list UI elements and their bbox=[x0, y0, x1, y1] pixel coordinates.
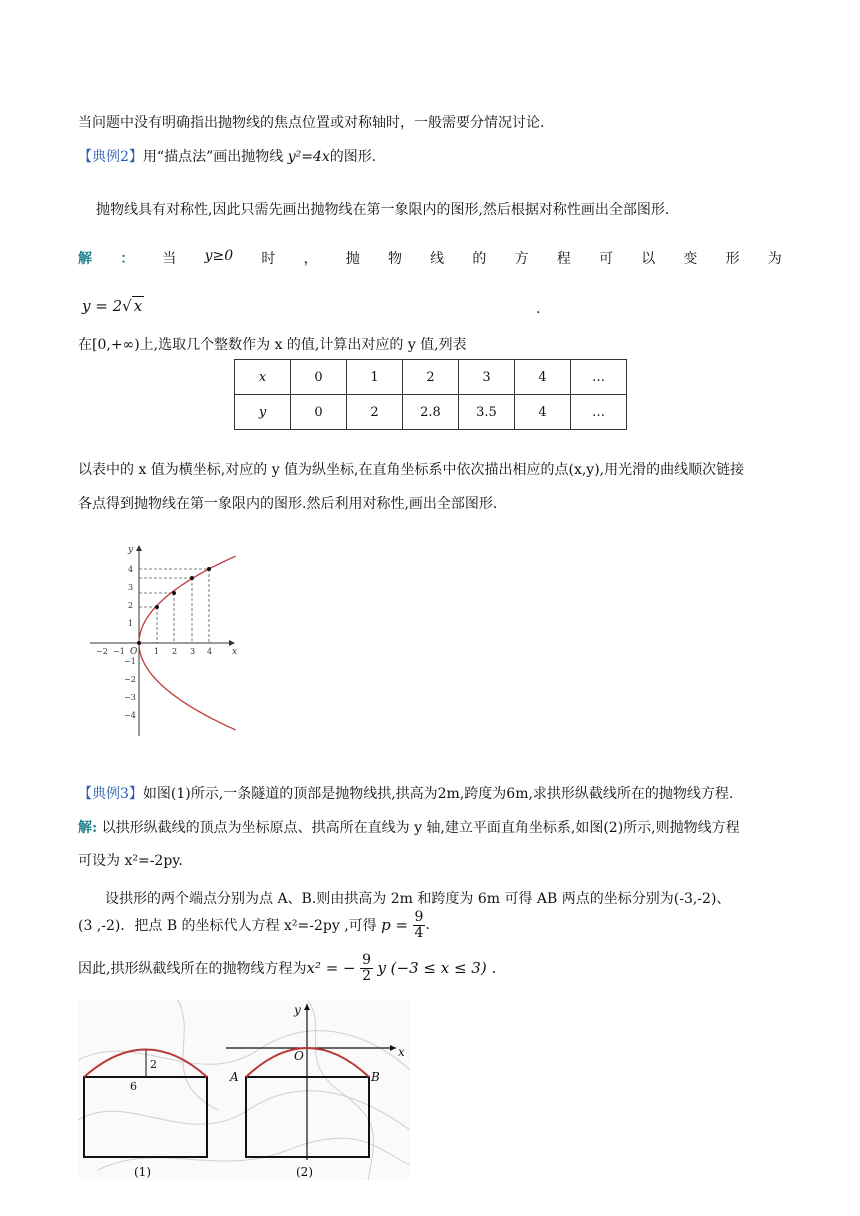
table-cell: 2 bbox=[347, 395, 403, 430]
table-intro: 在[0,+∞)上,选取几个整数作为 x 的值,计算出对应的 y 值,列表 bbox=[78, 337, 467, 353]
example-3-solution-4 bbox=[78, 910, 430, 940]
sol-word: 线 bbox=[430, 251, 445, 267]
period: . bbox=[425, 917, 430, 934]
fraction-num: 9 bbox=[362, 952, 371, 968]
parabola-graph bbox=[86, 540, 246, 740]
sol-word: 形 bbox=[725, 251, 740, 267]
fraction-den: 4 bbox=[414, 924, 424, 941]
sol-word: 为 bbox=[767, 251, 782, 267]
y-tick: 4 bbox=[128, 565, 134, 574]
fraction-9-4 bbox=[413, 910, 426, 940]
sol-word: 的 bbox=[472, 251, 487, 267]
example-2-solution-line bbox=[78, 248, 782, 268]
example-2-equation: y²=4x bbox=[287, 149, 330, 165]
sol-word: 抛 bbox=[345, 251, 360, 267]
example-3-solution-3: 设拱形的两个端点分别为点 A、B.则由拱高为 2m 和跨度为 6m 可得 AB 两点的坐标分别为(-3,-2)、 bbox=[105, 891, 731, 907]
point-a-label: A bbox=[230, 1070, 239, 1084]
example-2-hint: 抛物线具有对称性,因此只需先画出抛物线在第一象限内的图形,然后根据对称性画出全部图形. bbox=[96, 202, 670, 218]
sol-word: 以 bbox=[641, 251, 656, 267]
sol-word: 程 bbox=[556, 251, 571, 267]
formula-period: . bbox=[536, 301, 541, 317]
figure-label-2: (2) bbox=[296, 1165, 313, 1179]
table-cell: 2 bbox=[403, 360, 459, 395]
solution-label: 解: bbox=[78, 820, 98, 836]
x-tick: −1 bbox=[113, 647, 125, 656]
table-cell: 3 bbox=[459, 360, 515, 395]
sol-word: 可 bbox=[598, 251, 613, 267]
table-cell: … bbox=[571, 360, 627, 395]
plot-point bbox=[137, 641, 141, 645]
y-tick: 2 bbox=[128, 601, 134, 610]
sol-word: y≥0 bbox=[204, 248, 234, 264]
y-tick: −1 bbox=[124, 657, 136, 666]
example-2-tag: 【典例2】 bbox=[78, 149, 143, 165]
plot-point bbox=[155, 605, 159, 609]
fraction-den: 2 bbox=[362, 967, 371, 984]
y-tick: −4 bbox=[124, 711, 136, 720]
table-cell: 4 bbox=[515, 395, 571, 430]
example-3-prompt bbox=[78, 783, 733, 803]
span-label: 6 bbox=[130, 1080, 137, 1093]
table-row bbox=[235, 360, 627, 395]
figure-label-1: (1) bbox=[134, 1165, 151, 1179]
example-3-solution-1 bbox=[78, 817, 740, 837]
after-table-line-2: 各点得到抛物线在第一象限内的图形.然后利用对称性,画出全部图形. bbox=[78, 496, 498, 512]
solution-text: (3 ,-2)．把点 B 的坐标代人方程 x²=-2py ,可得 bbox=[78, 918, 377, 935]
origin-label-2: O bbox=[294, 1049, 304, 1063]
axis-x-label-2: x bbox=[398, 1045, 405, 1059]
intro-note: 当问题中没有明确指出抛物线的焦点位置或对称轴时，一般需要分情况讨论. bbox=[78, 115, 545, 131]
table-cell: 0 bbox=[291, 360, 347, 395]
plot-point bbox=[207, 567, 211, 571]
sol-word: 物 bbox=[387, 251, 402, 267]
example-3-text: 如图(1)所示,一条隧道的顶部是抛物线拱,拱高为2m,跨度为6m,求拱形纵截线所在的抛物线方程. bbox=[142, 786, 734, 802]
solution-label: 解 bbox=[78, 251, 92, 267]
sol-word: 变 bbox=[683, 251, 698, 267]
y-tick: −3 bbox=[124, 693, 136, 702]
origin-label: O bbox=[130, 647, 138, 657]
guide-lines bbox=[139, 569, 209, 643]
sqrt-sign: √ bbox=[122, 297, 132, 315]
example-2-prompt bbox=[78, 146, 376, 166]
tunnel-figure bbox=[78, 1000, 410, 1180]
x-tick: 2 bbox=[172, 647, 178, 656]
sol-word: 时 bbox=[261, 251, 276, 267]
y-tick: 1 bbox=[128, 619, 134, 628]
value-table bbox=[234, 359, 627, 430]
example-2-prompt-pre: 用“描点法”画出抛物线 bbox=[142, 149, 284, 165]
plot-point bbox=[190, 576, 194, 580]
final-lhs: x² = − bbox=[306, 959, 356, 978]
table-cell: x bbox=[235, 360, 291, 395]
table-cell: 0 bbox=[291, 395, 347, 430]
formula-lhs: y = 2 bbox=[82, 297, 123, 315]
x-tick: −2 bbox=[96, 647, 108, 656]
sol-word: ， bbox=[303, 251, 318, 267]
p-equals: p = bbox=[381, 916, 409, 935]
table-cell: y bbox=[235, 395, 291, 430]
sol-word: 当 bbox=[162, 251, 177, 267]
formula-y-2sqrtx bbox=[82, 297, 144, 315]
sol-word: 方 bbox=[514, 251, 529, 267]
y-axis-label: y bbox=[128, 545, 134, 555]
axis-y-label-2: y bbox=[294, 1003, 301, 1017]
table-row bbox=[235, 395, 627, 430]
after-table-line-1: 以表中的 x 值为横坐标,对应的 y 值为纵坐标,在直角坐标系中依次描出相应的点(x,y),用光滑的曲线顺次链接 bbox=[78, 462, 745, 478]
solution-colon: ： bbox=[120, 251, 135, 267]
table-cell: 3.5 bbox=[459, 395, 515, 430]
example-3-solution-2: 可设为 x²=-2py. bbox=[78, 853, 183, 869]
point-b-label: B bbox=[371, 1070, 380, 1084]
height-label: 2 bbox=[150, 1058, 157, 1071]
y-tick: −2 bbox=[124, 675, 136, 684]
x-tick: 3 bbox=[190, 647, 196, 656]
plot-point bbox=[172, 591, 176, 595]
solution-text: 以拱形纵截线的顶点为坐标原点、拱高所在直线为 y 轴,建立平面直角坐标系,如图(2)所示,则抛物线方程 bbox=[101, 820, 740, 836]
formula-radicand: x bbox=[133, 297, 143, 315]
table-cell: 4 bbox=[515, 360, 571, 395]
solution-text: 因此,拱形纵截线所在的抛物线方程为 bbox=[78, 961, 307, 978]
example-2-prompt-post: 的图形. bbox=[329, 149, 377, 165]
x-tick: 1 bbox=[154, 647, 160, 656]
x-tick: 4 bbox=[207, 647, 213, 656]
fraction-num: 9 bbox=[414, 909, 424, 925]
figure-background bbox=[78, 1000, 410, 1180]
table-cell: 1 bbox=[347, 360, 403, 395]
x-axis-label: x bbox=[232, 647, 238, 657]
example-3-final bbox=[78, 953, 496, 983]
example-3-tag: 【典例3】 bbox=[78, 786, 143, 802]
table-cell: 2.8 bbox=[403, 395, 459, 430]
y-tick: 3 bbox=[128, 583, 134, 592]
final-rhs: y (−3 ≤ x ≤ 3) . bbox=[377, 959, 497, 978]
fraction-9-2 bbox=[360, 953, 373, 983]
table-cell: … bbox=[571, 395, 627, 430]
